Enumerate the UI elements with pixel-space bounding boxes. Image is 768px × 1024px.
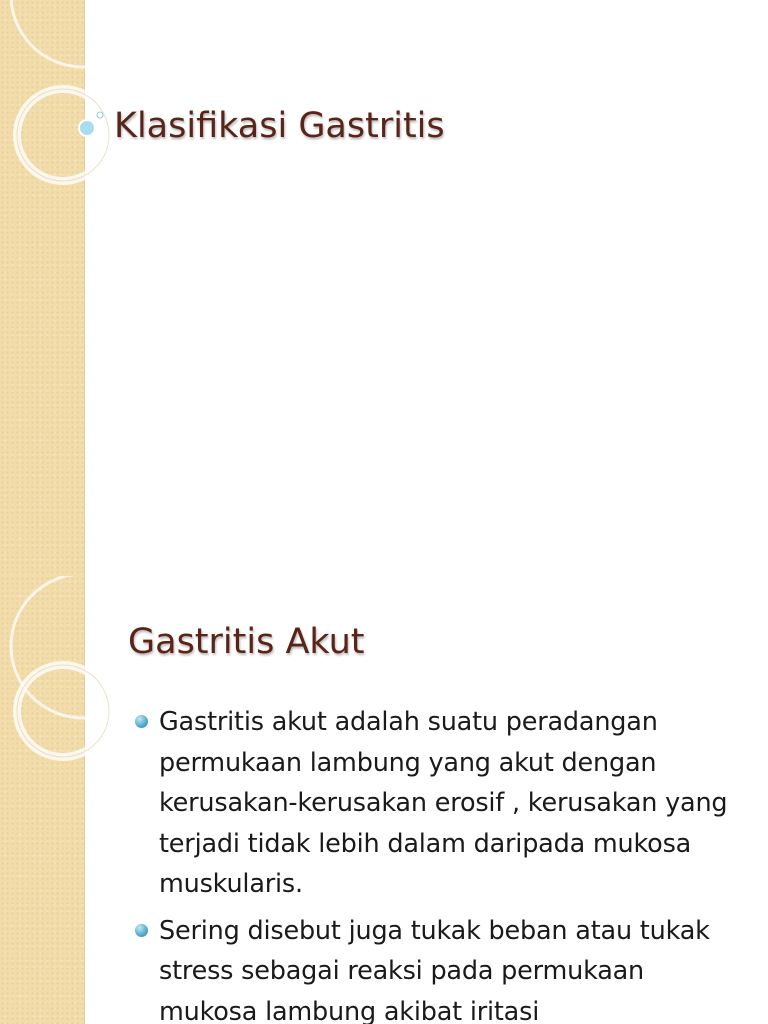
decorative-side-band <box>0 0 85 576</box>
bullet-dot-icon <box>135 715 148 728</box>
bullet-text: Sering disebut juga tukak beban atau tukak stress sebagai reaksi pada permukaan mukosa lambung akibat iritasi <box>159 915 710 1024</box>
bullet-dot-icon <box>135 924 148 937</box>
decorative-side-band <box>0 576 85 1024</box>
slide-2 <box>0 576 768 1024</box>
bullet-item <box>132 911 742 1024</box>
bullet-list <box>132 702 742 1024</box>
bullet-text: Gastritis akut adalah suatu peradangan permukaan lambung yang akut dengan kerusakan-kerusakan erosif , kerusakan yang terjadi tidak lebih dalam daripada mukosa muskularis. <box>159 707 728 899</box>
bullet-item <box>132 702 742 905</box>
slide-title: Klasifikasi Gastritis <box>114 106 445 146</box>
slide-heading: Gastritis Akut <box>128 622 365 662</box>
